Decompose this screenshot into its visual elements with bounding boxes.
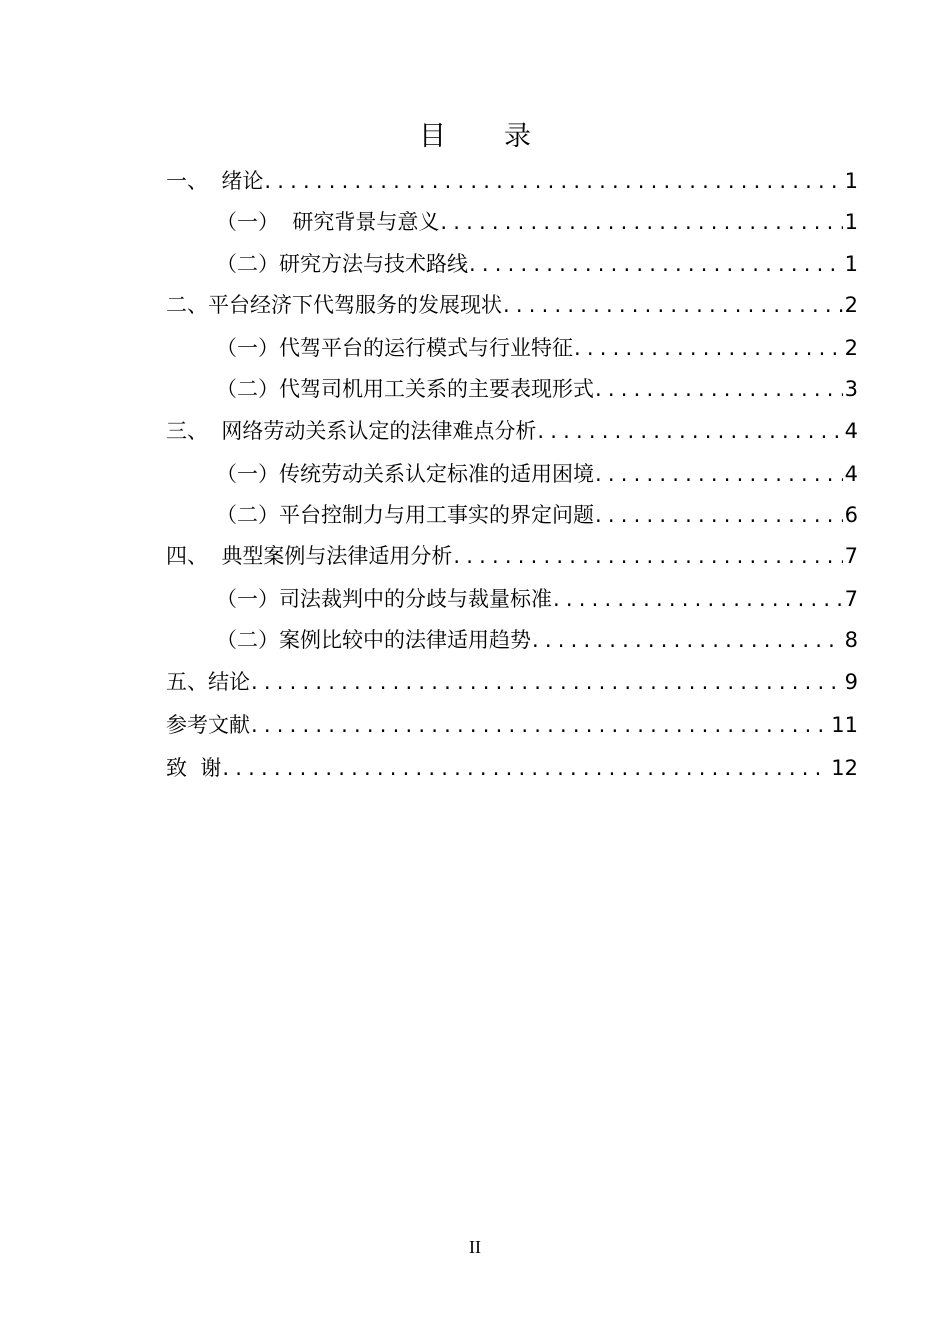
toc-entry[interactable] bbox=[216, 207, 858, 237]
toc-entry[interactable] bbox=[166, 290, 858, 320]
toc-entry-page: 7 bbox=[844, 544, 858, 568]
toc-entry-label: 二、平台经济下代驾服务的发展现状 bbox=[166, 293, 502, 317]
toc-entry[interactable] bbox=[216, 459, 858, 489]
toc-entry-page: 7 bbox=[844, 587, 858, 611]
page-number: II bbox=[469, 1237, 481, 1257]
toc-entry[interactable] bbox=[216, 625, 858, 655]
toc-entry[interactable] bbox=[166, 710, 858, 740]
toc-entry[interactable] bbox=[166, 166, 858, 196]
dot-leader bbox=[251, 710, 829, 740]
dot-leader bbox=[553, 584, 843, 614]
toc-entry[interactable] bbox=[216, 500, 858, 530]
toc-entry-label: （二）研究方法与技术路线 bbox=[216, 252, 468, 276]
toc-entry-page: 8 bbox=[844, 628, 858, 652]
dot-leader bbox=[532, 625, 843, 655]
dot-leader bbox=[251, 667, 843, 697]
dot-leader bbox=[595, 374, 843, 404]
toc-entry-page: 4 bbox=[844, 419, 858, 443]
toc-title-right: 录 bbox=[504, 121, 531, 152]
dot-leader bbox=[264, 166, 842, 196]
toc-entry-label: （一） 研究背景与意义 bbox=[216, 210, 440, 234]
toc-entry-label: （二）代驾司机用工关系的主要表现形式 bbox=[216, 377, 594, 401]
toc-entry-page: 12 bbox=[831, 756, 858, 780]
toc-entry-label: 三、 网络劳动关系认定的法律难点分析 bbox=[166, 419, 537, 443]
toc-entry-page: 9 bbox=[844, 670, 858, 694]
toc-entry-page: 1 bbox=[844, 210, 858, 234]
toc-entry[interactable] bbox=[166, 667, 858, 697]
toc-entry-label: （二）平台控制力与用工事实的界定问题 bbox=[216, 503, 594, 527]
toc-entry[interactable] bbox=[166, 416, 858, 446]
toc-entry-label: 致 谢 bbox=[166, 756, 222, 780]
toc-entry-page: 3 bbox=[844, 377, 858, 401]
toc-entry-page: 11 bbox=[831, 713, 858, 737]
toc-entry-label: （二）案例比较中的法律适用趋势 bbox=[216, 628, 531, 652]
toc-entry-label: （一）代驾平台的运行模式与行业特征 bbox=[216, 336, 573, 360]
toc-entry-page: 1 bbox=[844, 252, 858, 276]
toc-entry-page: 2 bbox=[844, 336, 858, 360]
toc-entry-page: 4 bbox=[844, 462, 858, 486]
dot-leader bbox=[503, 290, 843, 320]
dot-leader bbox=[453, 541, 842, 571]
toc-entry-page: 2 bbox=[844, 293, 858, 317]
dot-leader bbox=[595, 459, 843, 489]
toc-entry[interactable] bbox=[216, 249, 858, 279]
dot-leader bbox=[469, 249, 843, 279]
toc-entry-label: 四、 典型案例与法律适用分析 bbox=[166, 544, 453, 568]
toc-title bbox=[0, 114, 950, 153]
toc-entry[interactable] bbox=[166, 541, 858, 571]
toc-entry-label: 参考文献 bbox=[166, 713, 250, 737]
toc-entry-label: （一）司法裁判中的分歧与裁量标准 bbox=[216, 587, 552, 611]
dot-leader bbox=[537, 416, 842, 446]
dot-leader bbox=[222, 753, 829, 783]
dot-leader bbox=[574, 333, 843, 363]
toc-entry-label: 五、结论 bbox=[166, 670, 250, 694]
dot-leader bbox=[595, 500, 843, 530]
toc-entry[interactable] bbox=[216, 374, 858, 404]
toc-entry[interactable] bbox=[166, 753, 858, 783]
toc-entry-label: （一）传统劳动关系认定标准的适用困境 bbox=[216, 462, 594, 486]
toc-entry[interactable] bbox=[216, 333, 858, 363]
toc-entry-page: 1 bbox=[844, 169, 858, 193]
toc-title-left: 目 bbox=[419, 121, 446, 152]
dot-leader bbox=[440, 207, 842, 237]
toc-entry[interactable] bbox=[216, 584, 858, 614]
toc-entry-label: 一、 绪论 bbox=[166, 169, 264, 193]
toc-entry-page: 6 bbox=[844, 503, 858, 527]
